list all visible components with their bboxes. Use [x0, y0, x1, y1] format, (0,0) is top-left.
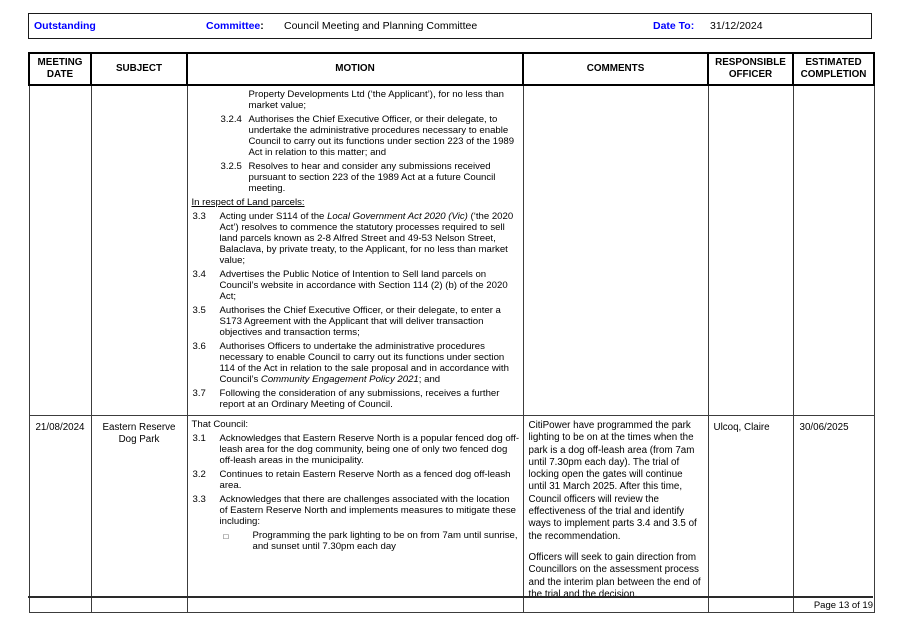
list-number: 3.4 — [192, 269, 206, 280]
committee-label-colon: : — [260, 20, 264, 32]
motion-item — [192, 114, 520, 158]
motion-text: Advertises the Public Notice of Intention to Sell land parcels on Council’s website in accordance with Section 114 (2) (b) of the 2020 Act; — [219, 269, 508, 302]
subject-cell — [91, 85, 187, 416]
motion-text-segment: Authorises Officers to undertake the administrative procedures necessary to enable Council to carry out its functions under section 114 of the Act in relation to the sale proposal and in accordance with Council’s — [219, 341, 509, 385]
date-to-value: 31/12/2024 — [710, 20, 763, 32]
column-header-meeting-date: MEETING DATE — [29, 53, 91, 85]
motion-item — [192, 419, 520, 430]
motion-item — [192, 469, 520, 491]
motion-text-segment: Acting under S114 of the — [219, 211, 328, 222]
list-number: 3.1 — [192, 433, 206, 444]
motion-item — [192, 433, 520, 466]
motion-item — [192, 161, 520, 194]
committee-value: Council Meeting and Planning Committee — [284, 20, 478, 32]
motion-item — [192, 388, 520, 410]
column-header-responsible-officer: RESPONSIBLE OFFICER — [708, 53, 793, 85]
list-number: 3.6 — [192, 341, 206, 352]
committee-label-text: Committee — [206, 20, 261, 32]
table-header-row — [29, 53, 874, 85]
motion-item — [192, 211, 520, 266]
motion-text-segment: (‘the 2020 Act’) resolves to commence the statutory processes required to sell land parcels known as 2-8 Alfred Street and 49-53 Nelson Street, Balaclava, by private treaty, to the Applicant, for no less than market value; — [219, 211, 514, 266]
table-row-continuation — [29, 85, 874, 416]
footer-rule — [28, 596, 873, 598]
motion-text — [220, 341, 509, 385]
estimated-completion-cell: 30/06/2025 — [793, 416, 874, 613]
list-number: 3.5 — [192, 305, 206, 316]
comment-paragraph: CitiPower have programmed the park lighting to be on at the times when the park is a dog off-leash area (from 7am until 7.30pm each day). The trial of locking open the gates will continue until 31 March 2025. After this time, Council officers will review the effectiveness of the trial and identify ways to implement parts 3.4 and 3.5 of the recommendation. — [528, 420, 697, 542]
column-header-motion: MOTION — [187, 53, 523, 85]
motion-item — [192, 197, 520, 208]
page-number: Page 13 of 19 — [813, 600, 873, 611]
list-number: 3.7 — [192, 388, 206, 399]
motion-text: Acknowledges that Eastern Reserve North is a popular fenced dog off-leash area for the dog community, being one of only two fenced dog off-leash areas in the municipality. — [219, 433, 520, 466]
motion-item — [192, 530, 520, 552]
responsible-officer-cell — [708, 85, 793, 416]
list-number: 3.3 — [192, 211, 206, 222]
subject-cell: Eastern Reserve Dog Park — [91, 416, 187, 613]
motion-text: In respect of Land parcels: — [191, 197, 305, 208]
committee-label — [206, 14, 264, 38]
list-number: 3.2 — [192, 469, 206, 480]
motion-text-italic: Local Government Act 2020 (Vic) — [327, 211, 468, 222]
motion-text: Property Developments Ltd (‘the Applicant’), for no less than market value; — [248, 89, 504, 111]
list-number: 3.2.4 — [220, 114, 242, 125]
motion-text: That Council: — [191, 419, 249, 430]
motion-item — [192, 269, 520, 302]
motion-item — [192, 341, 520, 385]
list-number: 3.2.5 — [220, 161, 242, 172]
checkbox-bullet-icon: □ — [223, 531, 229, 541]
estimated-completion-cell — [793, 85, 874, 416]
motion-text: Continues to retain Eastern Reserve North as a fenced dog off-leash area. — [219, 469, 511, 491]
motion-text: Resolves to hear and consider any submissions received pursuant to section 223 of the 1989 Act at a future Council meeting. — [248, 161, 496, 194]
motion-item — [192, 89, 520, 111]
header-bar — [28, 13, 872, 39]
motion-text — [220, 211, 514, 266]
comment-paragraph: Officers will seek to gain direction from Councillors on the assessment process and the interim plan between the end of the trial and the decision. — [528, 551, 701, 600]
motion-item — [192, 305, 520, 338]
motion-cell — [187, 416, 523, 613]
status-label: Outstanding — [34, 20, 96, 32]
date-to-label: Date To: — [653, 20, 695, 32]
outstanding-actions-table — [28, 52, 875, 613]
responsible-officer-cell: Ulcoq, Claire — [708, 416, 793, 613]
motion-cell — [187, 85, 523, 416]
meeting-date-cell — [29, 85, 91, 416]
comments-cell — [523, 85, 708, 416]
list-number: 3.3 — [192, 494, 206, 505]
motion-text: Authorises the Chief Executive Officer, or their delegate, to undertake the administrative procedures necessary to enable Council to carry out its functions under section 223 of the 1989 Act in relation to this matter; and — [248, 114, 515, 158]
motion-text-italic: Community Engagement Policy 2021 — [260, 374, 419, 385]
motion-text: Programming the park lighting to be on from 7am until sunrise, and sunset until 7.30pm each day — [252, 530, 518, 552]
comments-cell — [523, 416, 708, 613]
motion-text: Following the consideration of any submissions, receives a further report at an Ordinary Meeting of Council. — [219, 388, 500, 410]
motion-item — [192, 494, 520, 527]
motion-text: Acknowledges that there are challenges associated with the location of Eastern Reserve North and implements measures to mitigate these including: — [219, 494, 516, 527]
column-header-estimated-completion: ESTIMATED COMPLETION — [793, 53, 874, 85]
table-row-eastern-reserve — [29, 416, 874, 613]
motion-text: Authorises the Chief Executive Officer, or their delegate, to enter a S173 Agreement with the Applicant that will deliver transaction objectives and transaction terms; — [219, 305, 501, 338]
meeting-date-cell: 21/08/2024 — [29, 416, 91, 613]
motion-text-segment: ; and — [418, 374, 441, 385]
column-header-comments: COMMENTS — [523, 53, 708, 85]
column-header-subject: SUBJECT — [91, 53, 187, 85]
